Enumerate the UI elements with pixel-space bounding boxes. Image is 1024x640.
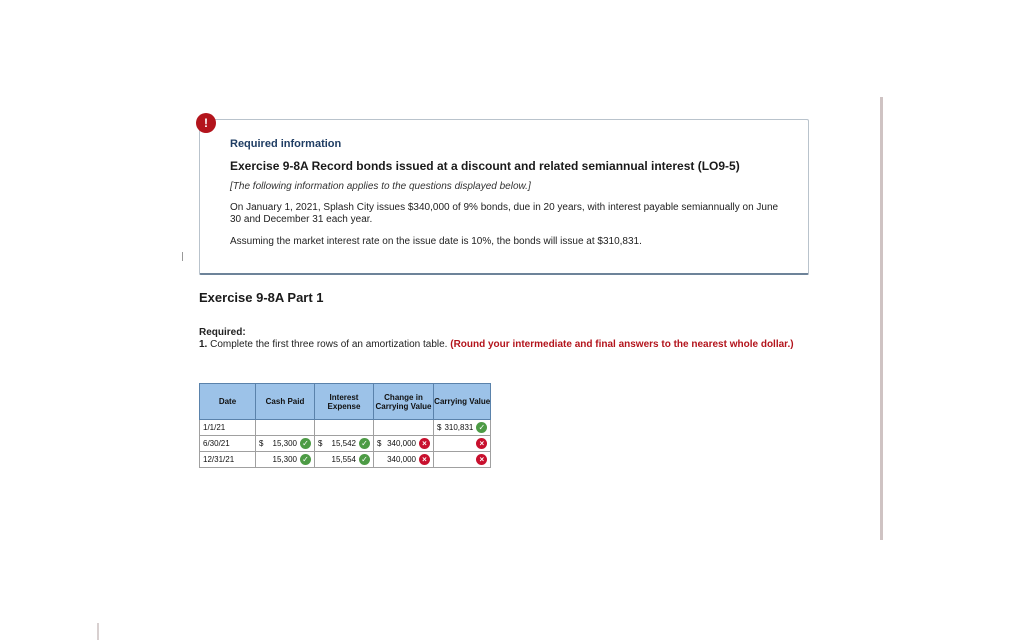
x-circle-icon: × bbox=[419, 454, 430, 465]
required-item bbox=[199, 339, 819, 351]
x-circle-icon: × bbox=[419, 438, 430, 449]
cash-paid-input[interactable] bbox=[256, 420, 315, 436]
table-row bbox=[200, 452, 491, 468]
row-date: 12/31/21 bbox=[200, 452, 256, 468]
row-date: 6/30/21 bbox=[200, 436, 256, 452]
required-information-title: Required information bbox=[230, 138, 342, 150]
interest-expense-input[interactable] bbox=[315, 452, 374, 468]
dollar-sign: $ bbox=[318, 439, 323, 448]
dollar-sign: $ bbox=[377, 439, 382, 448]
carrying-value-input[interactable] bbox=[434, 436, 491, 452]
cash-paid-input[interactable] bbox=[256, 436, 315, 452]
table-row bbox=[200, 420, 491, 436]
header-change-in-carrying-value: Change in Carrying Value bbox=[374, 384, 434, 420]
applies-note: [The following information applies to the questions displayed below.] bbox=[230, 181, 531, 192]
change-carrying-input[interactable] bbox=[374, 452, 434, 468]
check-circle-icon: ✓ bbox=[300, 454, 311, 465]
amortization-table bbox=[199, 383, 491, 468]
left-divider bbox=[97, 623, 99, 640]
header-date: Date bbox=[200, 384, 256, 420]
change-carrying-value: 340,000 bbox=[387, 455, 416, 464]
check-circle-icon: ✓ bbox=[476, 422, 487, 433]
problem-paragraph-2: Assuming the market interest rate on the issue date is 10%, the bonds will issue at $310,831. bbox=[230, 236, 642, 247]
exercise-title: Exercise 9-8A Record bonds issued at a discount and related semiannual interest (LO9-5) bbox=[230, 159, 740, 173]
check-circle-icon: ✓ bbox=[300, 438, 311, 449]
required-item-number: 1. bbox=[199, 339, 208, 350]
interest-expense-input[interactable] bbox=[315, 420, 374, 436]
required-information-box bbox=[199, 119, 809, 275]
table-row bbox=[200, 436, 491, 452]
cash-paid-value: 15,300 bbox=[272, 439, 297, 448]
interest-expense-value: 15,554 bbox=[331, 455, 356, 464]
dollar-sign: $ bbox=[259, 439, 264, 448]
interest-expense-value: 15,542 bbox=[331, 439, 356, 448]
header-carrying-value: Carrying Value bbox=[434, 384, 491, 420]
interest-expense-input[interactable] bbox=[315, 436, 374, 452]
x-circle-icon: × bbox=[476, 438, 487, 449]
required-instructions bbox=[199, 327, 819, 351]
cash-paid-value: 15,300 bbox=[272, 455, 297, 464]
carrying-value-input[interactable] bbox=[434, 452, 491, 468]
alert-icon: ! bbox=[196, 113, 216, 133]
required-label: Required: bbox=[199, 327, 246, 338]
cash-paid-input[interactable] bbox=[256, 452, 315, 468]
dollar-sign: $ bbox=[437, 423, 442, 432]
change-carrying-value: 340,000 bbox=[387, 439, 416, 448]
problem-paragraph-1: On January 1, 2021, Splash City issues $340,000 of 9% bonds, due in 20 years, with interest payable semiannually on June 30 and December 31 each year. bbox=[230, 202, 779, 225]
check-circle-icon: ✓ bbox=[359, 438, 370, 449]
required-item-text: Complete the first three rows of an amortization table. bbox=[207, 339, 451, 350]
check-circle-icon: ✓ bbox=[359, 454, 370, 465]
header-cash-paid: Cash Paid bbox=[256, 384, 315, 420]
rounding-note: (Round your intermediate and final answers to the nearest whole dollar.) bbox=[450, 339, 794, 350]
carrying-value: 310,831 bbox=[444, 423, 474, 432]
change-carrying-input[interactable] bbox=[374, 420, 434, 436]
x-circle-icon: × bbox=[476, 454, 487, 465]
header-interest-expense: Interest Expense bbox=[315, 384, 374, 420]
part-title: Exercise 9-8A Part 1 bbox=[199, 290, 324, 305]
left-tick bbox=[182, 252, 183, 261]
change-carrying-input[interactable] bbox=[374, 436, 434, 452]
carrying-value-input[interactable] bbox=[434, 420, 491, 436]
row-date: 1/1/21 bbox=[200, 420, 256, 436]
right-divider bbox=[880, 97, 883, 540]
